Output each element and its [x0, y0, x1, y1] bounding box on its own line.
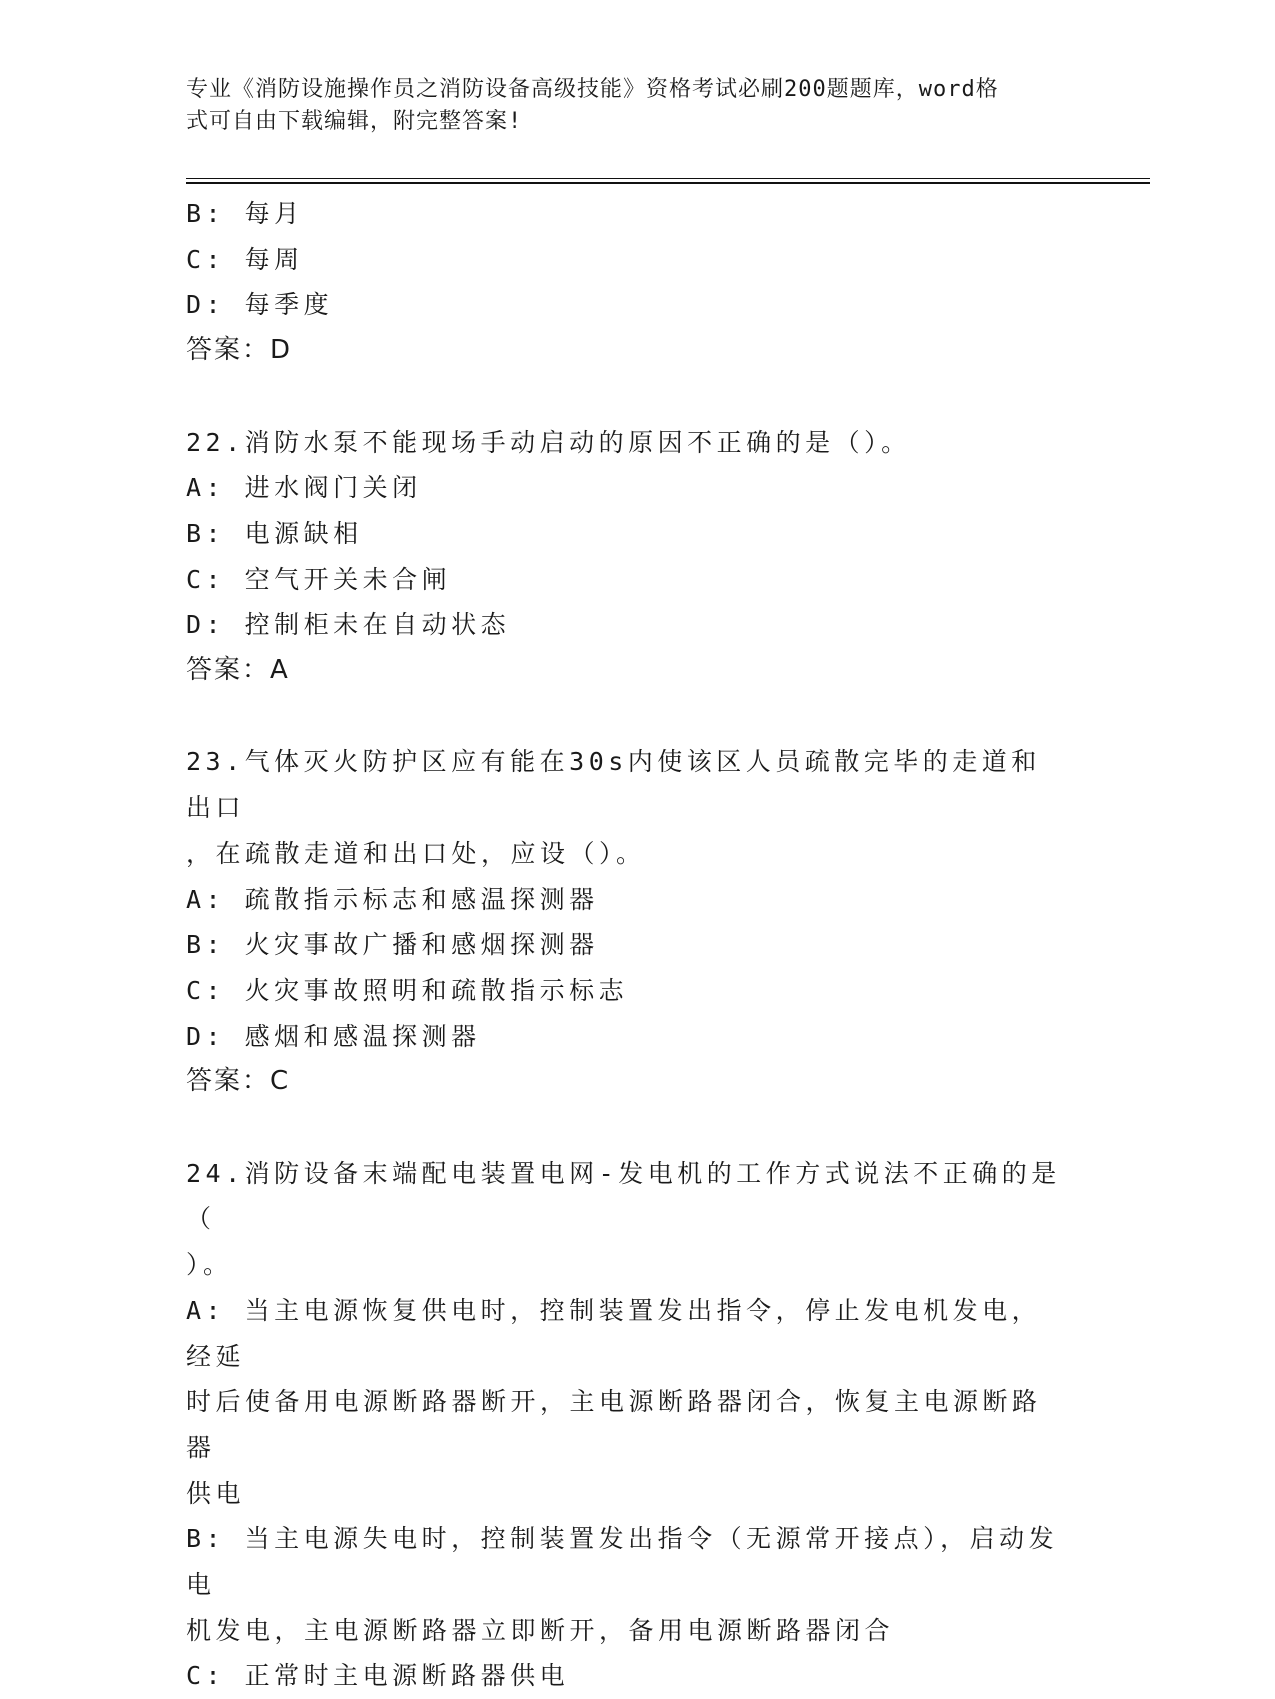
option-b: B: 每月	[186, 199, 304, 228]
option-a: A: 疏散指示标志和感温探测器	[186, 884, 599, 914]
option-a-line-1: A: 当主电源恢复供电时，控制装置发出指令，停止发电机发电，经延	[186, 1295, 1042, 1371]
question-stem: 22.消防水泵不能现场手动启动的原因不正确的是（）。	[186, 427, 911, 457]
option-c: C: 正常时主电源断路器供电	[186, 1661, 570, 1691]
question-stem-line-1: 24.消防设备末端配电装置电网-发电机的工作方式说法不正确的是（	[186, 1158, 1061, 1234]
option-b-line-1: B: 当主电源失电时，控制装置发出指令（无源常开接点），启动发电	[186, 1524, 1059, 1600]
header-title-line-2: 式可自由下载编辑，附完整答案!	[186, 109, 523, 134]
header-divider-thick	[186, 182, 1150, 184]
question-spacer	[186, 1105, 1066, 1151]
question-22	[186, 420, 1066, 694]
answer-line: 答案：D	[186, 335, 293, 366]
question-21-continuation	[186, 191, 1066, 374]
option-a-line-3: 供电	[186, 1478, 246, 1508]
option-d: D: 每季度	[186, 290, 334, 320]
option-b: B: 电源缺相	[186, 518, 363, 548]
option-b: B: 火灾事故广播和感烟探测器	[186, 930, 599, 960]
question-spacer	[186, 374, 1066, 420]
option-a: A: 进水阀门关闭	[186, 473, 422, 503]
question-stem-line-1: 23.气体灭火防护区应有能在30s内使该区人员疏散完毕的走道和出口	[186, 747, 1041, 823]
question-stem-line-2: ，在疏散走道和出口处，应设（）。	[186, 838, 646, 868]
option-b-line-2: 机发电，主电源断路器立即断开，备用电源断路器闭合	[186, 1615, 895, 1645]
question-list	[186, 191, 1066, 1699]
header-title-line-1: 专业《消防设施操作员之消防设备高级技能》资格考试必刷200题题库，word格	[186, 77, 999, 102]
answer-line: 答案：C	[186, 1066, 291, 1097]
question-spacer	[186, 694, 1066, 740]
option-a-line-2: 时后使备用电源断路器断开，主电源断路器闭合，恢复主电源断路器	[186, 1387, 1042, 1462]
question-stem-line-2: ）。	[186, 1250, 233, 1280]
option-d: D: 控制柜未在自动状态	[186, 610, 511, 640]
answer-line: 答案：A	[186, 655, 290, 686]
option-c: C: 每周	[186, 244, 304, 274]
document-header	[186, 74, 1066, 138]
option-c: C: 火灾事故照明和疏散指示标志	[186, 975, 629, 1005]
header-divider-thin	[186, 178, 1150, 179]
question-24	[186, 1151, 1066, 1699]
option-d: D: 感烟和感温探测器	[186, 1021, 481, 1051]
question-23	[186, 739, 1066, 1105]
option-c: C: 空气开关未合闸	[186, 564, 452, 594]
